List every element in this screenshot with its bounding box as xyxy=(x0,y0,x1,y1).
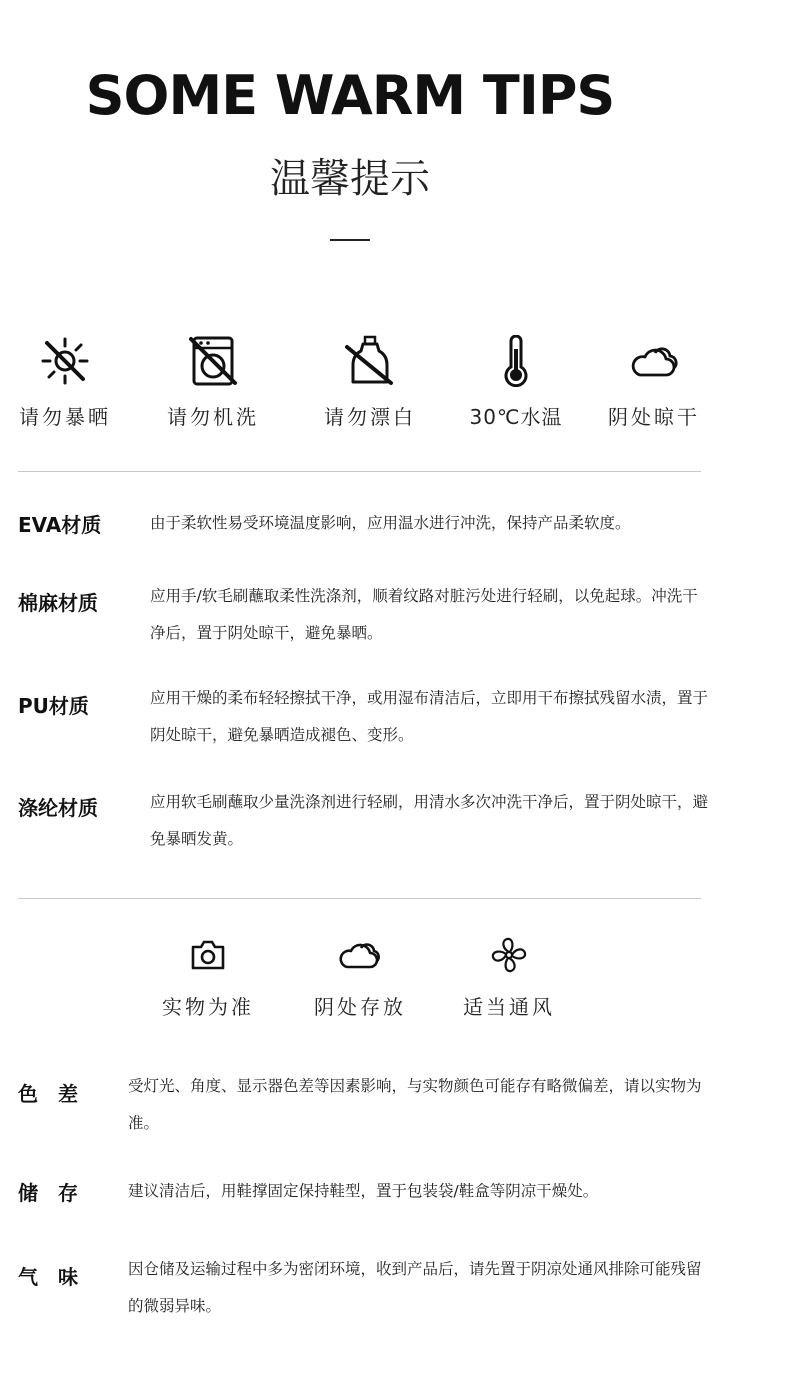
notice-label-shade-store: 阴处存放 xyxy=(314,995,406,1019)
title-chinese: 温馨提示 xyxy=(270,156,430,202)
thermometer-icon xyxy=(490,335,542,387)
material-desc-cotton-linen: 应用手/软毛刷蘸取柔性洗涤剂，顺着纹路对脏污处进行轻刷，以免起球。冲洗干净后，置于阴处晾干，避免暴晒。 xyxy=(150,587,698,642)
no-machine-wash-icon xyxy=(187,335,239,387)
notice-label-ventilate: 适当通风 xyxy=(463,995,555,1019)
care-item-no-machine-wash xyxy=(143,335,283,430)
material-desc-eva: 由于柔软性易受环境温度影响，应用温水进行冲洗，保持产品柔软度。 xyxy=(150,514,631,532)
cloud-icon xyxy=(628,335,680,387)
notice-item-shade-store xyxy=(285,935,435,1020)
care-item-shade-dry xyxy=(584,335,724,430)
material-desc-pu: 应用干燥的柔布轻轻擦拭干净，或用湿布清洁后，立即用干布擦拭残留水渍，置于阴处晾干，避免暴晒造成褪色、变形。 xyxy=(150,689,709,744)
material-name-polyester: 涤纶材质 xyxy=(18,796,98,820)
notice-item-actual xyxy=(133,935,283,1020)
no-sun-icon xyxy=(39,335,91,387)
material-name-pu: PU材质 xyxy=(18,694,89,718)
care-label-no-sun: 请勿暴晒 xyxy=(19,405,111,429)
note-name-odor: 气 味 xyxy=(18,1265,78,1289)
care-item-no-sun xyxy=(0,335,135,430)
care-item-water-temp xyxy=(446,335,586,430)
note-desc-storage: 建议清洁后，用鞋撑固定保持鞋型，置于包装袋/鞋盒等阴凉干燥处。 xyxy=(128,1182,599,1200)
title-divider xyxy=(330,239,370,241)
care-label-water-temp: 30℃水温 xyxy=(469,405,563,429)
note-desc-odor: 因仓储及运输过程中多为密闭环境，收到产品后，请先置于阴凉处通风排除可能残留的微弱异味。 xyxy=(128,1260,702,1315)
care-item-no-bleach xyxy=(300,335,440,430)
note-name-storage: 储 存 xyxy=(18,1181,78,1205)
care-label-shade-dry: 阴处晾干 xyxy=(608,405,700,429)
care-label-no-machine-wash: 请勿机洗 xyxy=(167,405,259,429)
material-name-cotton-linen: 棉麻材质 xyxy=(18,591,98,615)
notice-item-ventilate xyxy=(434,935,584,1020)
no-bleach-icon xyxy=(344,335,396,387)
notice-label-actual: 实物为准 xyxy=(162,995,254,1019)
material-desc-polyester: 应用软毛刷蘸取少量洗涤剂进行轻刷，用清水多次冲洗干净后，置于阴处晾干，避免暴晒发黄。 xyxy=(150,793,709,848)
care-label-no-bleach: 请勿漂白 xyxy=(324,405,416,429)
section-divider-top xyxy=(18,471,701,472)
note-desc-color-difference: 受灯光、角度、显示器色差等因素影响，与实物颜色可能存有略微偏差，请以实物为准。 xyxy=(128,1077,702,1132)
camera-icon xyxy=(188,935,228,975)
title-english: SOME WARM TIPS xyxy=(85,64,615,127)
section-divider-middle xyxy=(18,898,701,899)
material-name-eva: EVA材质 xyxy=(18,513,102,537)
fan-icon xyxy=(489,935,529,975)
cloud-icon xyxy=(337,935,383,975)
note-name-color-difference: 色 差 xyxy=(18,1082,78,1106)
